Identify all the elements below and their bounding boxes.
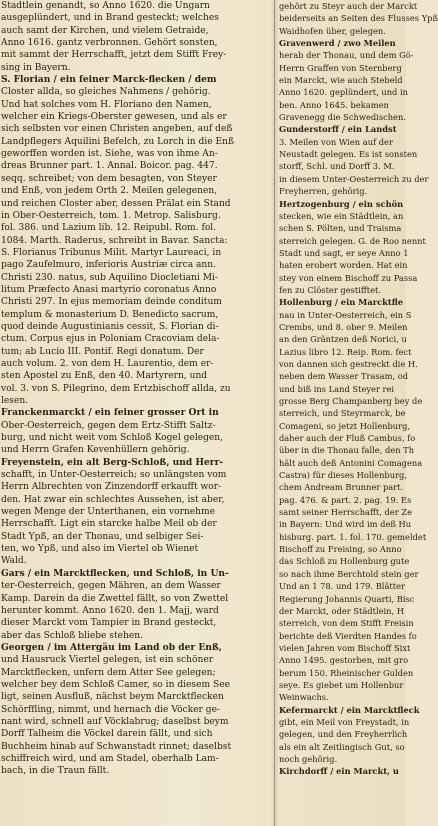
text-line: fen zu Clöster gestifftet. xyxy=(279,284,381,295)
text-line: herab der Thonau, und dem Gö- xyxy=(279,50,414,61)
text-line: Herrn Graffen von Sternberg xyxy=(279,62,402,73)
text-line: neben dem Wasser Trasam, od xyxy=(279,371,409,382)
text-line: von dannen sich gestreckt die H. xyxy=(279,358,418,369)
text-line: über in die Thonau falle, den Th xyxy=(279,445,415,456)
text-line: Anno 1616. gantz verbronnen. Gehört sonsten, xyxy=(1,38,218,49)
column-gutter xyxy=(271,0,279,826)
text-line: ctum. Corpus ejus in Poloniam Cracoviam dela- xyxy=(1,334,220,345)
text-line: gelegen, und den Freyherrlich xyxy=(279,729,408,740)
text-line: herunter kommt. Anno 1620. den 1. Majj, ward xyxy=(1,605,219,616)
text-line: Hollenburg / ein Marcktfle xyxy=(279,297,404,308)
text-line: Comageni, so jetzt Hollenburg, xyxy=(279,420,411,431)
text-line: Gravenegg die Schwedischen. xyxy=(279,112,406,123)
text-line: Crembs, und 8. ober 9. Meilen xyxy=(279,321,408,332)
text-line: nau in Unter-Oesterreich, ein S xyxy=(279,309,412,320)
text-line: so nach ihme Berchtold stein ger xyxy=(279,568,419,579)
text-line: Regierung Johannis Quarti, Bisc xyxy=(279,593,415,604)
text-line: Kefermarckt / ein Marcktfleck xyxy=(279,704,420,715)
text-line: ausgeplündert, und in Brand gesteckt; welches xyxy=(1,13,219,24)
text-line: S. Florianus Tribunus Milit. Martyr Laureaci, in xyxy=(1,247,222,258)
text-line: sing in Bayern. xyxy=(1,62,71,73)
text-line: hisburg. part. 1. fol. 170. gemeldet xyxy=(279,531,427,542)
text-line: seye. Es giebet um Hollenbur xyxy=(279,679,404,690)
text-line: Anno 1495. gestorben, mit gro xyxy=(279,655,409,666)
text-line: ten, wo Ypß, und also im Viertel ob Wienet xyxy=(1,544,199,555)
text-line: Freyenstein, ein alt Berg-Schloß, und Herr- xyxy=(1,456,224,468)
text-line: Herrschafft. Ligt ein starcke halbe Meil ob der xyxy=(1,519,217,530)
text-line: beiderseits an Seiten des Flusses Ypß xyxy=(279,13,438,24)
text-line: Freyherren, gehörig. xyxy=(279,186,368,197)
text-line: Dorff Talheim die Vöckel darein fällt, und sich xyxy=(1,729,213,740)
text-line: chem Andream Brunner part. xyxy=(279,482,404,493)
text-line: sterreich gelegen. G. de Roo nennt xyxy=(279,235,426,246)
text-line: wegen Menge der Unterthanen, ein vornehme xyxy=(1,507,216,518)
text-line: Stadtlein genandt, so Anno 1620. die Ungarn xyxy=(1,1,210,11)
text-line: mit sammt der Herrschafft, jetzt dem Stifft Frey- xyxy=(1,50,227,61)
left-column xyxy=(1,0,271,826)
text-line: noch gehörig. xyxy=(279,753,338,764)
text-line: seqq. schreibet; von dem besagten, von Steyer xyxy=(1,173,217,184)
text-line: sterreich, von dem Stifft Freisin xyxy=(279,618,414,629)
text-line: Kamp. Darein da die Zwettel fällt, so von Zwettel xyxy=(1,593,229,604)
text-line: in Bayern: Und wird im deß Hu xyxy=(279,519,412,530)
text-line: ter-Oesterreich, gegen Mähren, an dem Wasser xyxy=(1,581,221,592)
text-line: 1084. Marth. Raderus, schreibt in Bavar. Sancta: xyxy=(1,235,228,246)
text-line: Schörffling, nimmt, und hernach die Vöcker ge- xyxy=(1,704,221,715)
text-line: sterreich, und Steyrmarck, be xyxy=(279,408,406,419)
text-line: Georgen / im Attergäu im Land ob der Enß, xyxy=(1,641,222,653)
text-line: burg, und nicht weit vom Schloß Kogel gelegen, xyxy=(1,433,224,444)
text-line: 3. Meilen von Wien auf der xyxy=(279,136,393,147)
text-line: an den Gräntzen deß Norici, u xyxy=(279,334,407,345)
text-line: schen S. Pölten, und Traisma xyxy=(279,223,402,234)
text-line: quod deinde Augustinianis cessit, S. Florian di- xyxy=(1,321,219,332)
text-line: und biß ins Land Steyer rei xyxy=(279,383,395,394)
text-line: storff, Schl. und Dorff 3. M. xyxy=(279,161,395,172)
text-line: samt seiner Herrschafft, der Ze xyxy=(279,507,412,518)
text-line: Closter allda, so gleiches Nahmens / gehörig. xyxy=(1,87,211,98)
text-line: Gravenwerd / zwo Meilen xyxy=(279,38,396,49)
text-line: templum & monasterium D. Benedicto sacrum, xyxy=(1,309,219,320)
text-line: Landpflegers Aquilini Befelch, zu Lorch in die Enß xyxy=(1,136,235,147)
text-line: auch samt der Kirchen, und vielem Getraide, xyxy=(1,25,209,36)
text-line: Hertzogenburg / ein schön xyxy=(279,198,404,209)
text-line: Wald. xyxy=(1,556,27,567)
text-line: ein Marckt, wie auch Stebeld xyxy=(279,75,403,86)
text-line: Kirchdorff / ein Marckt, u xyxy=(279,766,399,777)
text-line: aber das Schloß bliebe stehen. xyxy=(1,630,143,641)
text-line: grosse Berg Champanberg bey de xyxy=(279,396,423,406)
text-line: in diesem Unter-Oesterreich zu der xyxy=(279,173,429,184)
text-line: bach, in die Traun fällt. xyxy=(1,766,110,777)
text-line: gehört zu Steyr auch der Marckt xyxy=(279,1,418,11)
text-line: den. Hat zwar ein schlechtes Aussehen, ist aber, xyxy=(1,494,225,505)
right-column xyxy=(279,0,438,826)
text-line: stecken, wie ein Städtlein, an xyxy=(279,210,404,221)
text-line: das Schloß zu Hollenburg gute xyxy=(279,556,410,567)
text-line: Waidhofen über, gelegen. xyxy=(279,25,386,36)
text-line: Marcktflecken, unfern dem Atter See gelegen; xyxy=(1,667,216,678)
text-line: hält auch deß Antonini Comagena xyxy=(279,457,423,468)
text-line: welcher ein Kriegs-Oberster gewesen, und als er xyxy=(1,112,227,123)
text-line: Franckenmarckt / ein feiner grosser Ort in xyxy=(1,407,219,419)
text-line: lesen. xyxy=(1,396,29,406)
text-line: pag. 476. & part. 2. pag. 19. Es xyxy=(279,494,412,505)
text-line: schiffreich wird, und am Stadel, oberhalb Lam- xyxy=(1,753,219,764)
text-line: und Enß, von jedem Orth 2. Meilen gelegenen, xyxy=(1,186,218,197)
text-line: daher auch der Fluß Cambus, fo xyxy=(279,433,416,444)
text-line: Christi 297. In ejus memoriam deinde conditum xyxy=(1,297,222,308)
text-line: Weinwachs. xyxy=(279,692,329,703)
text-line: berum 150. Rheinischer Gulden xyxy=(279,667,414,678)
text-line: Gars / ein Marcktflecken, und Schloß, in Un- xyxy=(1,567,229,579)
text-line: stey von einem Bischoff zu Passa xyxy=(279,272,418,283)
text-line: ben. Anno 1645. bekamen xyxy=(279,99,389,110)
text-line: welcher bey dem Schloß Camer, so in diesem See xyxy=(1,679,230,690)
text-line: auch volum. 2. von dem H. Laurentio, dem er- xyxy=(1,358,214,369)
text-line: Christi 230. natus, sub Aquilino Diocletiani Mi- xyxy=(1,272,218,283)
text-line: sten Apostel zu Enß, den 40. Martyrern, und xyxy=(1,371,208,382)
text-line: dreas Brunner part. 1. Annal. Boicor. pag. 447. xyxy=(1,161,218,172)
text-line: sich selbsten vor einen Christen angeben, auf deß xyxy=(1,124,233,135)
text-line: Gunderstorff / ein Landst xyxy=(279,124,397,135)
text-line: Neustadt gelegen. Es ist sonsten xyxy=(279,149,418,160)
text-line: Stadt Ypß, an der Thonau, und selbiger Sei- xyxy=(1,531,204,542)
text-line: geworffen worden ist. Siehe, was von ihme An- xyxy=(1,149,218,160)
text-line: Ober-Oesterreich, gegen dem Ertz-Stifft Saltz- xyxy=(1,420,216,431)
text-line: berichte deß Vierdten Handes fo xyxy=(279,630,417,641)
text-line: und Herrn Grafen Kevenhüllern gehörig. xyxy=(1,445,190,456)
text-line: in Ober-Oesterreich, tom. 1. Metrop. Salisburg. xyxy=(1,210,221,221)
text-line: tum; ab Lucio III. Pontif. Regi donatum. Der xyxy=(1,346,204,357)
text-line: und Hausruck Viertel gelegen, ist ein schöner xyxy=(1,655,214,666)
text-line: Anno 1620. geplündert, und in xyxy=(279,87,409,98)
text-line: pago Zaufelmuro, inferioris Austriæ circa ann. xyxy=(1,260,217,271)
text-line: Lazius libro 12. Reip. Rom. fect xyxy=(279,346,412,357)
text-line: nant wird, schnell auf Vöcklabrug; daselbst beym xyxy=(1,716,229,727)
text-line: Bischoff zu Freising, so Anno xyxy=(279,544,402,555)
text-line: haten erobert worden. Hat ein xyxy=(279,260,408,271)
text-line: Castra) für dieses Hollenburg, xyxy=(279,470,407,481)
text-line: Herrn Albrechten von Zinzendorff erkaufft wor- xyxy=(1,482,222,493)
text-line: S. Florian / ein feiner Marck-flecken / dem xyxy=(1,74,217,86)
text-line: als ein alt Zeitlingisch Gut, so xyxy=(279,741,405,752)
text-line: gibt, ein Meil von Freystadt, in xyxy=(279,716,410,727)
column-divider xyxy=(274,0,275,826)
text-line: Und hat solches vom H. Floriano den Namen, xyxy=(1,99,212,110)
text-line: ligt, seinen Ausfluß, nächst beym Marcktflecken xyxy=(1,692,224,703)
text-line: dieser Marckt vom Tampier in Brand gesteckt, xyxy=(1,618,217,629)
text-line: vielen Jahren vom Bischoff Sixt xyxy=(279,642,411,653)
text-line: fol. 386. und Lazium lib. 12. Reipubl. Rom. fol. xyxy=(1,223,217,234)
text-line: Buchheim hinab auf Schwanstadt rinnet; daselbst xyxy=(1,741,232,752)
text-line: vol. 3. von S. Pilegrino, dem Ertzbischoff allda, zu xyxy=(1,383,231,394)
text-line: Stadt und sagt, er seye Anno 1 xyxy=(279,247,409,258)
text-line: litum Præfecto Anasi martyrio coronatus Anno xyxy=(1,284,217,295)
text-line: Und an 1 78. und 179. Blätter xyxy=(279,581,405,592)
text-line: und reichen Closter aber, dessen Prälat ein Stand xyxy=(1,198,231,209)
text-line: schafft, in Unter-Oesterreich; so unlängsten vom xyxy=(1,470,227,481)
text-line: der Marckt, oder Städtlein, H xyxy=(279,605,405,616)
